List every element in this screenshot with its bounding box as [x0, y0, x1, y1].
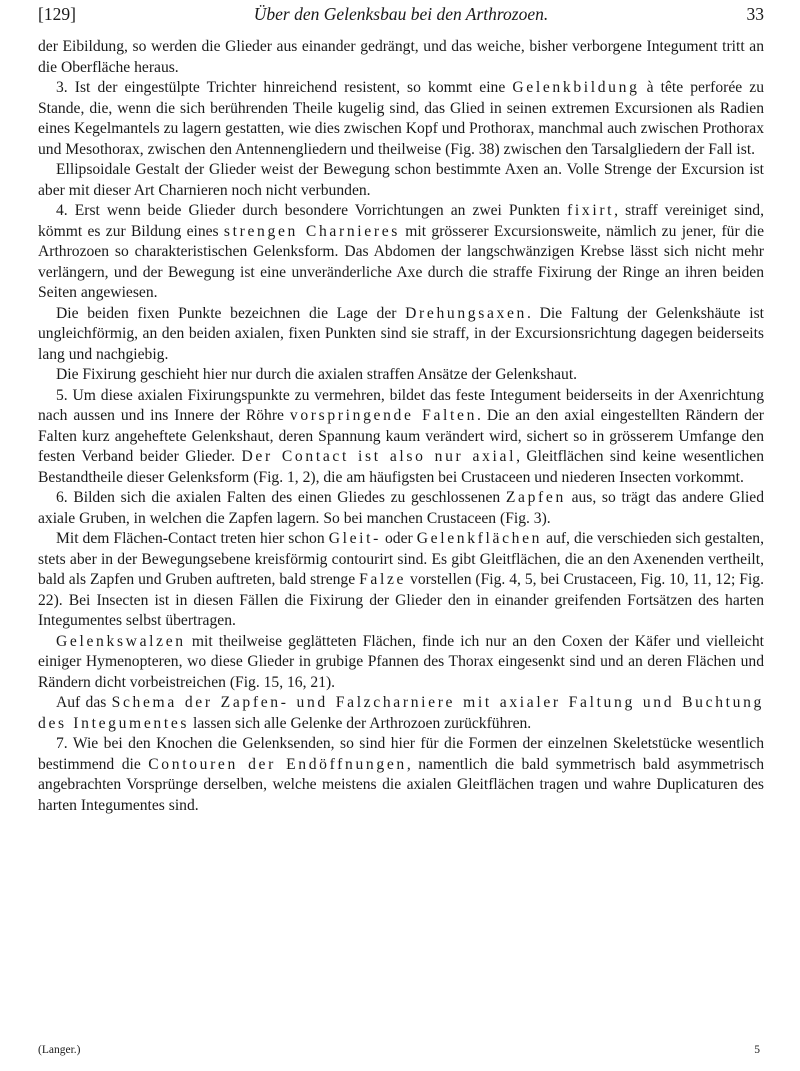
spaced-emphasis: Zapfen [505, 489, 566, 506]
printer-signature: (Langer.) [38, 1044, 81, 1056]
text-run: 5. Um diese axialen Fixirungspunkte zu vermehren, bildet das feste Integument beiderseits in der Axenrichtung nach aussen und ins Innere der Röhre [38, 386, 764, 424]
spaced-emphasis: Der Contact ist also nur axial [241, 448, 517, 465]
text-run: vorstellen (Fig. 4, 5, bei Crustaceen, Fig. 10, 11, 12; Fig. 22). Bei Insecten ist in diesen Fällen die Fixirung der Glieder den in einander greifenden Fortsätzen des harten Integumentes selbst übertragen. [38, 571, 764, 629]
text-run: lassen sich alle Gelenke der Arthrozoen zurückführen. [189, 714, 532, 732]
paragraph [38, 529, 764, 632]
paragraph [38, 201, 764, 304]
paragraph [38, 734, 764, 816]
text-run: auf, die verschieden sich gestalten, stets aber in der Bewegungsebene kreisförmig contourirt sind. Es gibt Gleitflächen, die an den Axenenden vertheilt, bald als Zapfen und Gruben auftreten, bald strenge [38, 530, 764, 588]
text-run: Mit dem Flächen-Contact treten hier schon [56, 530, 329, 547]
paragraph [38, 160, 764, 201]
text-run: . Die Faltung der Gelenkshäute ist ungleichförmig, an den beiden axialen, fixen Punkten sind sie straff, in der Excursionsrichtung dagegen beiderseits lang und nachgiebig. [38, 304, 764, 363]
paragraph [38, 386, 764, 489]
spaced-emphasis: Schema der Zapfen- und Falzcharniere mit axialer Faltung und Buchtung des Integumentes [38, 694, 764, 732]
paragraph [38, 693, 764, 734]
text-run: aus, so trägt das andere Glied axiale Gruben, in welchen die Zapfen lagern. So bei manchen Crustaceen (Fig. 3). [38, 489, 764, 527]
sheet-number: 5 [754, 1044, 760, 1056]
paragraph [38, 365, 764, 386]
text-run: mit theilweise geglätteten Flächen, finde ich nur an den Coxen der Käfer und vielleicht einiger Hymenopteren, wo diese Glieder in grubige Pfannen des Thorax eingesenkt sind und an deren Flächen und Rändern dicht vorbeistreichen (Fig. 15, 16, 21). [38, 632, 764, 691]
paragraph [38, 37, 764, 78]
text-run: der Eibildung, so werden die Glieder aus einander gedrängt, und das weiche, bisher verborgene Integument tritt an die Oberfläche heraus. [38, 38, 764, 76]
text-run: Die Fixirung geschieht hier nur durch die axialen straffen Ansätze der Gelenkshaut. [56, 366, 578, 383]
spaced-emphasis: Gelenkbildung [512, 79, 640, 96]
paragraph [38, 78, 764, 160]
body-text [38, 37, 764, 816]
spaced-emphasis: Gelenkswalzen [56, 632, 186, 650]
text-run: Die beiden fixen Punkte bezeichnen die Lage der [56, 304, 406, 322]
spaced-emphasis: Gelenkflächen [416, 530, 543, 547]
page-number: 33 [746, 4, 764, 24]
spaced-emphasis: vorspringende Falten [289, 407, 478, 424]
paragraph [38, 304, 764, 366]
spaced-emphasis: fixirt [567, 202, 615, 219]
text-run: , namentlich die bald symmetrisch bald asymmetrisch angebrachten Vorsprünge derselben, welche meistens die axialen Gleitflächen tragen und wahre Duplicaturen des harten Integumentes sind. [38, 755, 764, 814]
spaced-emphasis: Gleit- [328, 530, 381, 547]
text-run: Ellipsoidale Gestalt der Glieder weist der Bewegung schon bestimmte Axen an. Volle Strenge der Excursion ist aber mit dieser Art Charnieren noch nicht verbunden. [38, 161, 764, 199]
spaced-emphasis: Falze [359, 571, 407, 588]
text-run: à tête perforée zu Stande, die, wenn die sich berührenden Theile kugelig sind, das Glied in seinen extremen Excursionen als Radien eines Kegelmantels zu lagern gestatten, wie dies zwischen Kopf und Prothorax, manchmal auch zwischen Prothorax und Mesothorax, zwischen den Antennengliedern und theilweise (Fig. 38) zwischen den Tarsalgliedern der Fall ist. [38, 79, 764, 158]
running-header [38, 4, 764, 30]
spaced-emphasis: Contouren der Endöffnungen [148, 755, 407, 773]
paragraph [38, 632, 764, 694]
running-title: Über den Gelenksbau bei den Arthrozoen. [253, 4, 549, 24]
spaced-emphasis: strengen Charnieres [223, 222, 400, 240]
text-run: mit grösserer Excursionsweite, nämlich zu jener, für die Arthrozoen so charakteristischen Gelenksform. Das Abdomen der langschwänzigen Krebse lässt sich nicht mehr verlängern, und der Bewegung ist eine unveränderliche Axe durch die straffe Fixirung der Ringe an ihren beiden Seiten angewiesen. [38, 222, 764, 301]
page-bracket-number: [129] [38, 4, 76, 24]
paragraph [38, 488, 764, 529]
text-run: Auf das [56, 694, 112, 711]
text-run: . Die an den axial eingestellten Rändern der Falten kurz angeheftete Gelenkshaut, deren Spannung kaum verändert wird, sichert so in grösserem Umfange den festen Verband beider Glieder. [38, 407, 764, 465]
text-run: 7. Wie bei den Knochen die Gelenksenden, so sind hier für die Formen der einzelnen Skeletstücke wesentlich bestimmend die [38, 735, 764, 773]
text-run: oder [380, 530, 417, 547]
text-run: 6. Bilden sich die axialen Falten des einen Gliedes zu geschlossenen [56, 489, 506, 506]
spaced-emphasis: Drehungsaxen [405, 304, 528, 322]
text-run: 4. Erst wenn beide Glieder durch besondere Vorrichtungen an zwei Punkten [56, 202, 568, 219]
text-run: 3. Ist der eingestülpte Trichter hinreichend resistent, so kommt eine [56, 79, 513, 96]
text-run: , Gleitflächen sind keine wesentlichen Bestandtheile dieser Gelenksform (Fig. 1, 2), die am häufigsten bei Crustaceen und niederen Insecten vorkommt. [38, 448, 764, 486]
text-run: , straff vereiniget sind, kömmt es zur Bildung eines [38, 202, 764, 240]
